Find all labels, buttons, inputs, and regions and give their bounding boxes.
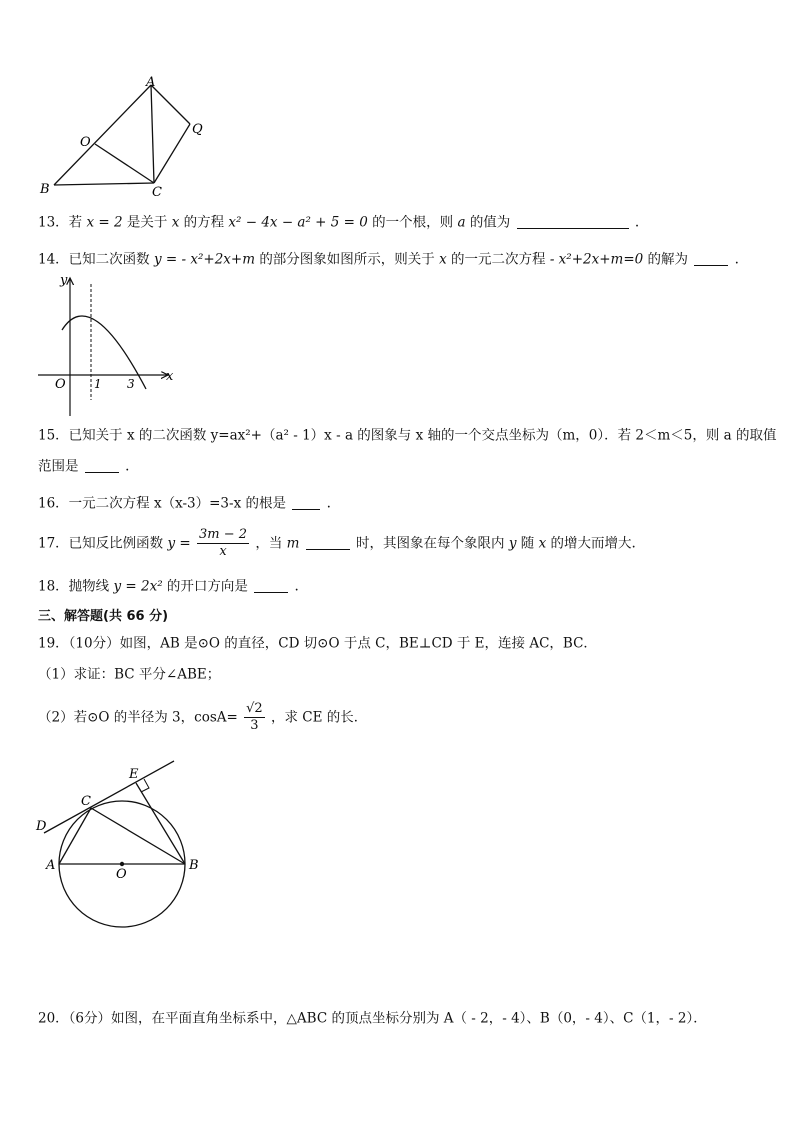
label-b: B <box>40 182 50 197</box>
q17-fraction: $\frac{3m - 2}{x}$ <box>199 527 248 559</box>
label-d: D <box>36 819 47 834</box>
tangent-line-dc <box>44 761 174 833</box>
label-b: B <box>189 858 199 873</box>
tick-label-1: 1 <box>94 377 102 391</box>
answer-blank-18[interactable] <box>254 580 288 593</box>
question-14: 14．已知二次函数 y = - x²+2x+m 的部分图象如图所示，则关于 x 的一元二次方程 - x²+2x+m=0 的解为 . <box>38 251 739 268</box>
q13-condition: x = 2 <box>86 214 123 231</box>
question-19: 19．（10分）如图，AB 是⊙O 的直径，CD 切⊙O 于点 C，BE⊥CD 于 E，连接 AC，BC． <box>38 635 597 652</box>
segment-bc <box>54 183 154 185</box>
question-13: 13．若 x = 2 是关于 x 的方程 x² − 4x − a² + 5 = 0 的一个根，则 a 的值为 . <box>38 214 640 231</box>
question-19-part-2: （2）若⊙O 的半径为 3，cosA= $\frac{√2}{3}$ ，求 CE 的长． <box>38 701 368 733</box>
label-x: x <box>166 369 174 384</box>
q18-equation: y = 2x² <box>113 578 163 595</box>
label-e: E <box>129 767 139 782</box>
label-a: A <box>146 75 156 90</box>
q14-function: y = - x²+2x+m <box>153 251 256 268</box>
question-18: 18．抛物线 y = 2x² 的开口方向是 . <box>38 578 299 595</box>
tick-label-3: 3 <box>127 377 135 391</box>
question-19-part-1: （1）求证：BC 平分∠ABE； <box>38 666 221 683</box>
segment-aq <box>151 85 190 124</box>
question-17: 17．已知反比例函数 y = $\frac{3m - 2}{x}$ ，当 m 时，其图象在每个象限内 y 随 x 的增大而增大. <box>38 527 636 559</box>
label-o: O <box>116 867 127 882</box>
q14-equation: - x²+2x+m=0 <box>549 251 644 268</box>
label-a: A <box>46 858 56 873</box>
answer-blank-15[interactable] <box>85 460 119 473</box>
figure-triangle-aoqbc <box>36 74 216 198</box>
label-c: C <box>152 185 162 198</box>
answer-blank-13[interactable] <box>517 216 629 229</box>
q13-equation: x² − 4x − a² + 5 = 0 <box>228 214 368 231</box>
section-heading-3: 三、解答题(共 66 分) <box>38 609 169 624</box>
label-c: C <box>81 794 91 809</box>
label-origin: O <box>55 377 66 392</box>
segment-be <box>136 783 185 864</box>
q19-cos-fraction: $\frac{√2}{3}$ <box>246 701 263 733</box>
segment-ab <box>54 85 151 185</box>
center-point <box>120 862 124 866</box>
label-q: Q <box>192 122 203 137</box>
segment-oc <box>95 144 154 183</box>
segment-ac <box>151 85 154 183</box>
question-15-line2: 范围是 . <box>38 458 130 475</box>
question-20: 20．（6分）如图，在平面直角坐标系中，△ABC 的顶点坐标分别为 A（ - 2，- 4）、B（0，- 4）、C（1，- 2）． <box>38 1010 707 1027</box>
answer-blank-14[interactable] <box>694 253 728 266</box>
answer-blank-17[interactable] <box>306 537 350 550</box>
segment-qc <box>154 124 190 183</box>
figure-circle-tangent <box>30 758 210 934</box>
question-16: 16．一元二次方程 x（x-3）=3-x 的根是 . <box>38 495 331 512</box>
figure-parabola-graph <box>36 272 182 420</box>
question-15-line1: 15．已知关于 x 的二次函数 y=ax²+（a² - 1）x - a 的图象与 x 轴的一个交点坐标为（m，0）．若 2＜m＜5，则 a 的取值 <box>38 427 777 444</box>
segment-cb <box>91 808 185 864</box>
answer-blank-16[interactable] <box>292 497 320 510</box>
label-y: y <box>60 273 68 288</box>
label-o: O <box>80 135 91 150</box>
right-angle-mark <box>141 779 149 792</box>
